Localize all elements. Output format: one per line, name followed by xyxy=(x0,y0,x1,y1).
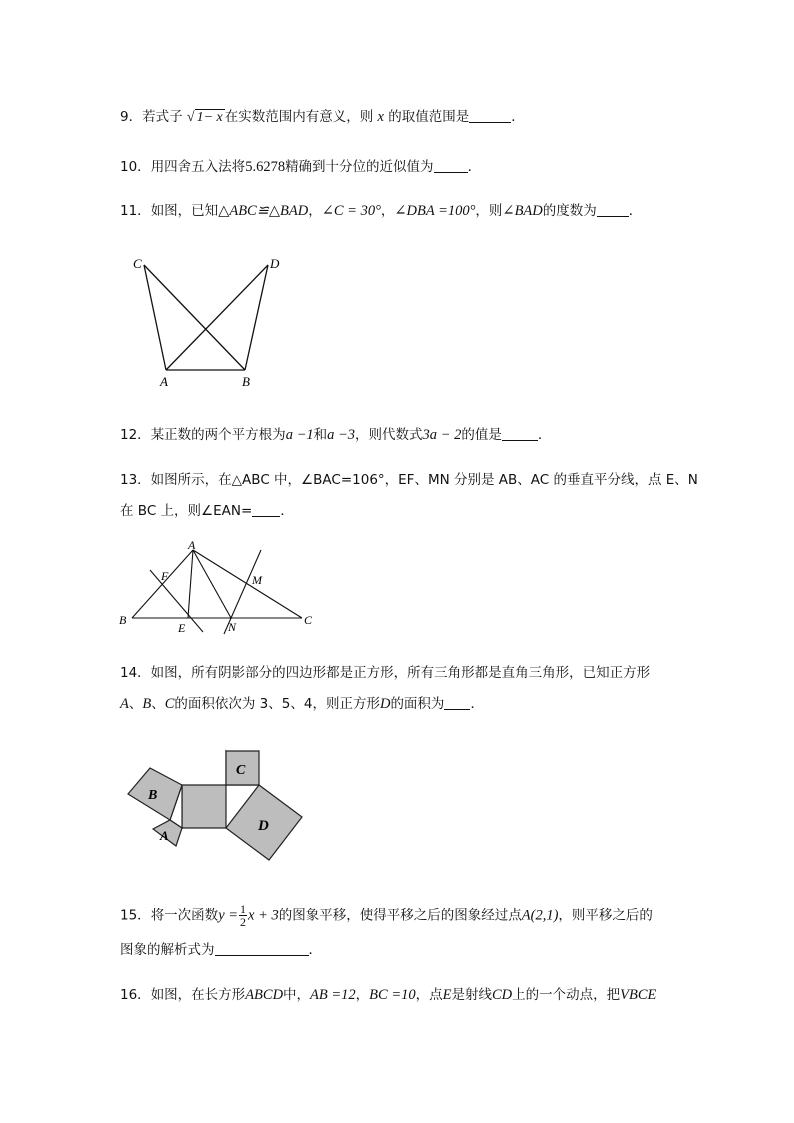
label-a: A xyxy=(160,374,168,389)
answer-blank[interactable] xyxy=(502,427,538,441)
label-a: A xyxy=(188,538,196,552)
segment-db xyxy=(245,265,268,370)
fraction-one-half: $\frac{1}{2}$ xyxy=(240,902,247,929)
label-b: B xyxy=(119,613,127,627)
question-12: 12．某正数的两个平方根为a −1和a −3，则代数式3a − 2的值是 ． xyxy=(120,427,552,443)
segment-da xyxy=(166,265,268,370)
question-13-line-2: 在 BC 上，则∠EAN= ． xyxy=(120,503,294,519)
question-14-line-1: 14．如图，所有阴影部分的四边形都是正方形，所有三角形都是直角三角形，已知正方形 xyxy=(120,665,651,681)
answer-blank[interactable] xyxy=(434,159,468,173)
label-f: F xyxy=(161,569,169,583)
figure-q11 xyxy=(120,250,300,395)
sqrt-expression: √ 1− x xyxy=(186,110,223,125)
answer-blank[interactable] xyxy=(215,942,309,956)
answer-blank[interactable] xyxy=(469,109,511,123)
answer-blank[interactable] xyxy=(597,203,629,217)
label-b: B xyxy=(242,374,250,389)
label-c: C xyxy=(304,613,313,627)
question-16: 16．如图，在长方形ABCD中，AB =12，BC =10，点E是射线CD上的一个动点，把VBCE xyxy=(120,987,657,1003)
label-b: B xyxy=(148,788,158,803)
perpendicular-bisector-ef xyxy=(150,570,203,632)
figure-q14 xyxy=(120,745,310,865)
segment-ac xyxy=(193,550,302,618)
label-n: N xyxy=(228,620,237,634)
question-15-line-1: 15．将一次函数y = $\frac{1}{2}$ x + 3的图象平移，使得平移之后的图象经过点A(2,1)，则平移之后的 xyxy=(120,902,653,929)
label-e: E xyxy=(178,621,186,635)
label-m: M xyxy=(252,573,262,587)
question-13-line-1: 13．如图所示，在△ABC 中，∠BAC=106°，EF、MN 分别是 AB、AC 的垂直平分线，点 E、N xyxy=(120,472,698,488)
segment-ae xyxy=(188,550,193,618)
label-d: D xyxy=(258,818,269,834)
figure-q13 xyxy=(115,538,320,638)
question-15-line-2: 图象的解析式为 ． xyxy=(120,942,322,958)
segment-an xyxy=(193,550,231,618)
label-a: A xyxy=(160,828,169,843)
segment-ca xyxy=(144,265,166,370)
label-c: C xyxy=(133,256,142,271)
question-10: 10．用四舍五入法将5.6278精确到十分位的近似值为 ． xyxy=(120,159,482,175)
question-14-line-2: A、B、C的面积依次为 3、5、4，则正方形D的面积为 ． xyxy=(120,696,484,712)
label-d: D xyxy=(270,256,280,271)
answer-blank[interactable] xyxy=(444,696,470,710)
question-9: 9．若式子 √ 1− x 在实数范围内有意义，则 x 的取值范围是 ． xyxy=(120,109,525,125)
segment-cb xyxy=(144,265,245,370)
answer-blank[interactable] xyxy=(252,503,280,517)
label-c: C xyxy=(236,763,246,778)
question-11: 11．如图，已知△ABC≌△BAD，∠C = 30°，∠DBA =100°，则∠BAD的度数为 ． xyxy=(120,203,643,219)
center-square xyxy=(182,785,226,828)
